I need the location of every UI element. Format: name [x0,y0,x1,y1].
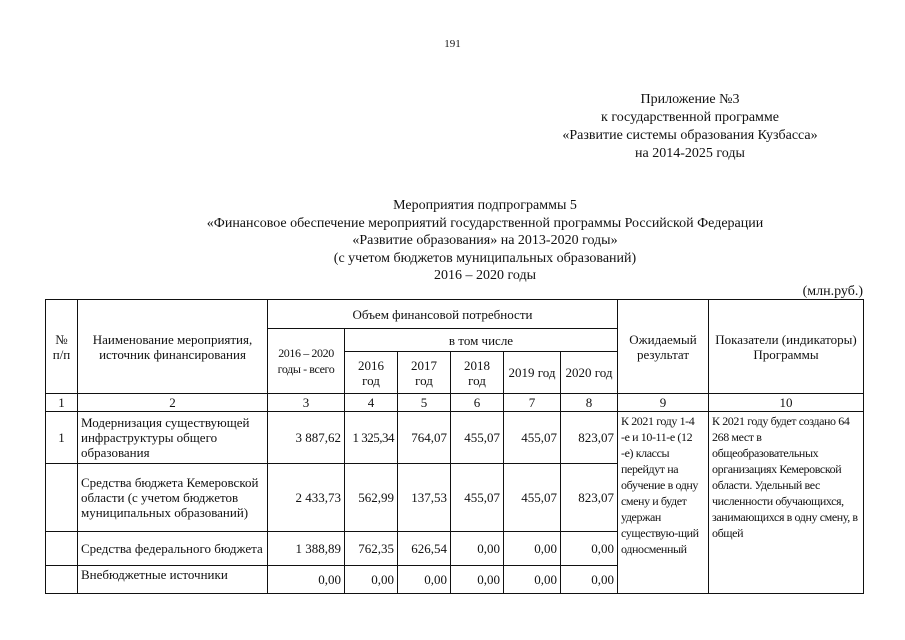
row-num [46,566,78,594]
title-line-3: «Развитие образования» на 2013-2020 годы» [352,233,618,248]
row-2020: 823,07 [561,412,618,464]
title-line-5: 2016 – 2020 годы [433,268,537,283]
row-2017: 764,07 [398,412,451,464]
row-name: Средства федерального бюджета [78,532,268,566]
row-2018: 455,07 [451,464,504,532]
appendix-line-4: на 2014-2025 годы [635,146,745,161]
row-2017: 626,54 [398,532,451,566]
header-year-2016: 2016 год [345,352,398,394]
header-num: № п/п [46,300,78,394]
appendix-line-1: Приложение №3 [640,92,740,107]
col-number: 3 [268,394,345,412]
appendix-header [520,91,860,163]
program-indicators: К 2021 году будет создано 64 268 мест в общеобразовательных организациях Кемеровской области. Удельный вес численности обучающихся, занимающихся в одну смену, в общей [709,412,864,594]
expected-result: К 2021 году 1-4 -е и 10-11-е (12 -е) классы перейдут на обучение в одну смену и будет удержан существую-щий односменный [618,412,709,594]
header-year-2017: 2017 год [398,352,451,394]
col-number: 10 [709,394,864,412]
header-result: Ожидаемый результат [618,300,709,394]
row-2019: 455,07 [504,412,561,464]
row-2017: 0,00 [398,566,451,594]
row-2020: 823,07 [561,464,618,532]
header-indicators: Показатели (индикаторы) Программы [709,300,864,394]
row-2020: 0,00 [561,566,618,594]
header-volume: Объем финансовой потребности [268,300,618,329]
header-total: 2016 – 2020 годы - всего [268,329,345,394]
appendix-line-3: «Развитие системы образования Кузбасса» [562,128,818,143]
table-row [46,412,864,464]
page-number: 191 [444,38,461,50]
col-number: 7 [504,394,561,412]
row-2016: 1 325,34 [345,412,398,464]
row-total: 3 887,62 [268,412,345,464]
col-number: 9 [618,394,709,412]
header-year-2020: 2020 год [561,352,618,394]
row-total: 1 388,89 [268,532,345,566]
row-2019: 0,00 [504,532,561,566]
title-line-2: «Финансовое обеспечение мероприятий государственной программы Российской Федерации [206,215,764,231]
row-name: Внебюджетные источники [78,566,268,594]
title-line-1: Мероприятия подпрограммы 5 [393,198,577,213]
header-year-2018: 2018 год [451,352,504,394]
col-number: 8 [561,394,618,412]
row-2019: 0,00 [504,566,561,594]
col-number: 6 [451,394,504,412]
row-num [46,464,78,532]
row-2018: 0,00 [451,532,504,566]
col-number: 5 [398,394,451,412]
header-name: Наименование мероприятия, источник финансирования [78,300,268,394]
measures-table [45,299,864,594]
header-year-2019: 2019 год [504,352,561,394]
row-total: 0,00 [268,566,345,594]
row-2018: 455,07 [451,412,504,464]
row-2018: 0,00 [451,566,504,594]
title-line-4: (с учетом бюджетов муниципальных образований) [333,250,637,266]
col-number: 1 [46,394,78,412]
row-num [46,532,78,566]
row-2020: 0,00 [561,532,618,566]
row-2016: 0,00 [345,566,398,594]
row-2017: 137,53 [398,464,451,532]
row-num: 1 [46,412,78,464]
row-total: 2 433,73 [268,464,345,532]
appendix-line-2: к государственной программе [601,110,779,125]
row-2016: 562,99 [345,464,398,532]
units-label: (млн.руб.) [802,284,863,299]
row-name: Средства бюджета Кемеровской области (с учетом бюджетов муниципальных образований) [78,464,268,532]
row-name: Модернизация существующей инфраструктуры общего образования [78,412,268,464]
col-number: 4 [345,394,398,412]
col-number: 2 [78,394,268,412]
document-title [90,197,880,285]
header-including: в том числе [345,329,618,352]
row-2019: 455,07 [504,464,561,532]
row-2016: 762,35 [345,532,398,566]
